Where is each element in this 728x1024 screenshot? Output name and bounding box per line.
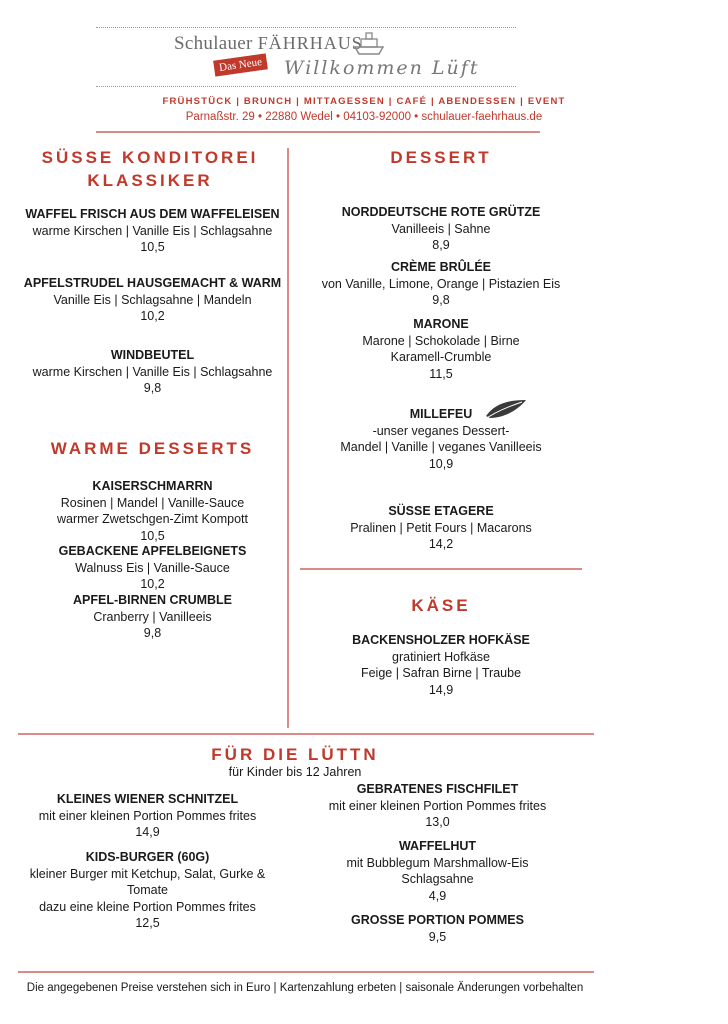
section-title-warme-desserts: WARME DESSERTS — [50, 439, 255, 458]
item-price: 14,9 — [428, 682, 454, 697]
item-price: 14,2 — [428, 537, 454, 551]
item-desc: warmer Zwetschgen-Zimt Kompott — [56, 512, 249, 526]
header-bottom-rule — [96, 86, 516, 87]
nav-categories: FRÜHSTÜCK | BRUNCH | MITTAGESSEN | CAFÉ | ABENDESSEN | EVENT — [162, 96, 566, 107]
menu-item — [290, 781, 585, 831]
section-title-dessert: DESSERT — [390, 148, 492, 167]
menu-item — [295, 204, 587, 254]
logo-brand: Schulauer FÄHRHAUS — [174, 33, 363, 54]
footer-rule — [18, 971, 594, 973]
item-name: APFELSTRUDEL HAUSGEMACHT & WARM — [23, 276, 282, 290]
item-price: 10,2 — [140, 577, 165, 591]
item-price: 9,8 — [432, 293, 450, 307]
logo-tag: Das Neue — [213, 53, 268, 76]
item-desc: Vanille Eis | Schlagsahne | Mandeln — [53, 292, 252, 307]
item-price: 9,8 — [143, 626, 162, 640]
menu-item — [290, 912, 585, 945]
item-desc: Rosinen | Mandel | Vanille-Sauce — [60, 495, 245, 510]
menu-item — [10, 206, 295, 256]
item-desc: warme Kirschen | Vanille Eis | Schlagsahne — [32, 364, 273, 379]
menu-item — [10, 791, 285, 841]
item-desc: Mandel | Vanille | veganes Vanilleeis — [340, 440, 542, 454]
item-price: 13,0 — [425, 815, 450, 829]
item-desc: von Vanille, Limone, Orange | Pistazien Eis — [321, 276, 561, 291]
ship-icon — [351, 29, 387, 57]
menu-item — [295, 632, 587, 698]
item-price: 4,9 — [428, 888, 447, 903]
item-desc: Vanilleeis | Sahne — [391, 221, 491, 236]
menu-item — [10, 478, 295, 544]
logo — [96, 27, 516, 87]
item-desc: mit Bubblegum Marshmallow-Eis — [346, 855, 529, 870]
dessert-divider — [300, 568, 582, 570]
item-name: APFEL-BIRNEN CRUMBLE — [72, 593, 233, 607]
item-name: BACKENSHOLZER HOFKÄSE — [352, 633, 530, 647]
footer-note: Die angegebenen Preise verstehen sich in Euro | Kartenzahlung erbeten | saisonale Änderungen vorbehalten — [26, 982, 584, 994]
item-price: 8,9 — [432, 238, 450, 252]
item-desc: warme Kirschen | Vanille Eis | Schlagsahne — [32, 223, 273, 238]
item-name: KIDS-BURGER (60G) — [85, 850, 210, 864]
item-name: MILLEFEU — [409, 407, 473, 421]
kids-top-rule — [18, 733, 594, 735]
item-price: 9,8 — [143, 381, 162, 395]
item-price: 10,5 — [140, 528, 165, 543]
item-desc: Feige | Safran Birne | Traube — [360, 666, 522, 680]
menu-item — [10, 592, 295, 642]
item-desc: mit einer kleinen Portion Pommes frites — [38, 808, 257, 823]
item-desc: Marone | Schokolade | Birne — [362, 333, 520, 348]
menu-item — [295, 259, 587, 309]
item-price: 10,5 — [140, 240, 165, 254]
item-name: WAFFEL FRISCH AUS DEM WAFFELEISEN — [25, 207, 280, 221]
menu-item — [10, 275, 295, 325]
item-name: MARONE — [413, 317, 469, 331]
item-name: CRÈME BRÛLÉE — [390, 260, 491, 274]
menu-item — [290, 838, 585, 904]
item-desc: -unser veganes Dessert- — [372, 423, 510, 438]
item-price: 10,9 — [428, 456, 454, 471]
item-desc: dazu eine kleine Portion Pommes frites — [39, 899, 256, 914]
item-desc: Karamell-Crumble — [390, 350, 492, 364]
item-desc: Pralinen | Petit Fours | Macarons — [350, 520, 532, 535]
menu-item — [10, 543, 295, 593]
menu-item — [10, 347, 295, 397]
kids-subtitle: für Kinder bis 12 Jahren — [228, 765, 362, 779]
item-desc: Cranberry | Vanilleeis — [93, 609, 212, 624]
item-desc: mit einer kleinen Portion Pommes frites — [328, 798, 547, 813]
contact-line: Parnaßstr. 29 • 22880 Wedel • 04103-92000 • schulauer-faehrhaus.de — [185, 111, 543, 123]
menu-item — [295, 316, 587, 382]
section-title-kids: FÜR DIE LÜTTN — [211, 745, 379, 764]
item-name: GEBACKENE APFELBEIGNETS — [58, 544, 247, 558]
item-name: GEBRATENES FISCHFILET — [356, 782, 519, 796]
item-price: 9,5 — [428, 929, 447, 944]
item-desc: kleiner Burger mit Ketchup, Salat, Gurke & — [29, 866, 266, 881]
item-name: WAFFELHUT — [398, 839, 477, 853]
header-divider — [96, 131, 540, 133]
item-desc: Walnuss Eis | Vanille-Sauce — [75, 560, 230, 575]
item-desc: Schlagsahne — [401, 872, 474, 886]
item-name: SÜSSE ETAGERE — [388, 504, 494, 518]
logo-script: Willkommen Lüft — [284, 57, 480, 79]
item-name: GROSSE PORTION POMMES — [351, 913, 524, 927]
menu-item — [10, 849, 285, 932]
menu-item — [295, 503, 587, 553]
item-name: NORDDEUTSCHE ROTE GRÜTZE — [341, 205, 541, 219]
item-name: KLEINES WIENER SCHNITZEL — [56, 792, 239, 806]
item-desc: gratiniert Hofkäse — [392, 649, 490, 664]
item-desc: Tomate — [127, 883, 168, 897]
item-name: KAISERSCHMARRN — [92, 479, 213, 493]
item-price: 14,9 — [135, 825, 160, 839]
section-title-konditorei: SÜSSE KONDITOREI KLASSIKER — [41, 148, 259, 190]
section-title-kaese: KÄSE — [411, 596, 471, 615]
item-price: 12,5 — [135, 916, 160, 930]
item-name: WINDBEUTEL — [110, 348, 195, 362]
item-price: 11,5 — [429, 366, 453, 381]
menu-item — [295, 406, 587, 472]
item-price: 10,2 — [140, 309, 165, 323]
